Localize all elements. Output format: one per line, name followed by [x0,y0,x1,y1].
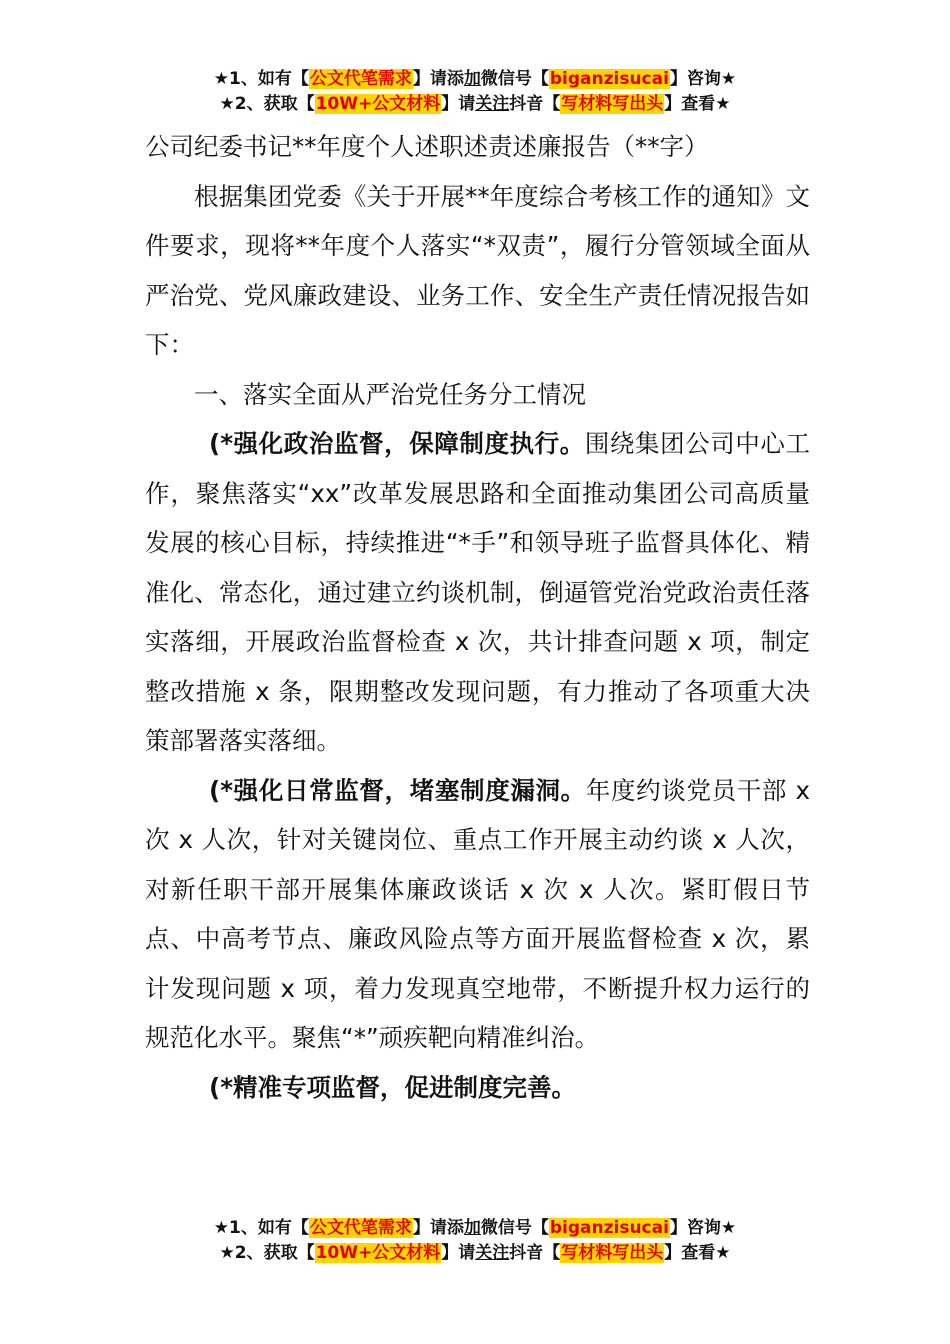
highlight-ghostwriting: 公文代笔需求 [309,69,412,89]
promo-line-1: ★1、如有【公文代笔需求】请添加微信号【biganzisucai】咨询★ [213,1218,737,1238]
promo-line-2: ★2、获取【10W+公文材料】请关注抖音【写材料写出头】查看★ [219,94,731,114]
highlight-ghostwriting: 公文代笔需求 [309,1218,412,1238]
highlight-materials: 10W+公文材料 [315,94,441,114]
subheading-political-supervision: (*强化政治监督，保障制度执行。 [209,429,585,458]
highlight-wechat-id: biganzisucai [549,1218,669,1238]
highlight-wechat-id: biganzisucai [549,69,669,89]
subheading-daily-supervision: (*强化日常监督，堵塞制度漏洞。 [209,775,586,805]
promo-line-1: ★1、如有【公文代笔需求】请添加微信号【biganzisucai】咨询★ [213,69,737,89]
intro-paragraph: 根据集团党委《关于开展**年度综合考核工作的通知》文件要求，现将**年度个人落实“*双责”，履行分管领域全面从严治党、党风廉政建设、业务工作、安全生产责任情况报告如下： [145,181,810,359]
highlight-douyin: 写材料写出头 [561,1243,664,1263]
paragraph-political-supervision: (*强化政治监督，保障制度执行。围绕集团公司中心工作，聚焦落实“xx”改革发展思路和全面推动集团公司高质量发展的核心目标，持续推进“*手”和领导班子监督具体化、精准化、常态化，通过建立约谈机制，倒逼管党治党政治责任落实落细，开展政治监督检查 x 次，共计排查问题 x 项，制定整改措施 x 条，限期整改发现问题，有力推动了各项重大决策部署落实落细。 [145,429,811,755]
paragraph-daily-supervision: (*强化日常监督，堵塞制度漏洞。年度约谈党员干部 x 次 x 人次，针对关键岗位、重点工作开展主动约谈 x 人次，对新任职干部开展集体廉政谈话 x 次 x 人次。紧盯假日节点、中高考节点、廉政风险点等方面开展监督检查 x 次，累计发现问题 x 项，着力发现真空地带，不断提升权力运行的规范化水平。聚焦“*”顽疾靶向精准纠治。 [145,775,810,1052]
document-title: 公司纪委书记**年度个人述职述责述廉报告（**字） [145,132,709,161]
subheading-special-supervision: (*精准专项监督，促进制度完善。 [209,1072,577,1102]
promo-banner-bottom [0,1216,950,1266]
document-body [145,122,810,1112]
promo-banner-top [0,67,950,117]
highlight-douyin: 写材料写出头 [561,94,664,114]
promo-line-2: ★2、获取【10W+公文材料】请关注抖音【写材料写出头】查看★ [219,1243,731,1263]
section-heading-1: 一、落实全面从严治党任务分工情况 [194,379,586,409]
highlight-materials: 10W+公文材料 [315,1243,441,1263]
paragraph-special-supervision [145,1063,810,1113]
